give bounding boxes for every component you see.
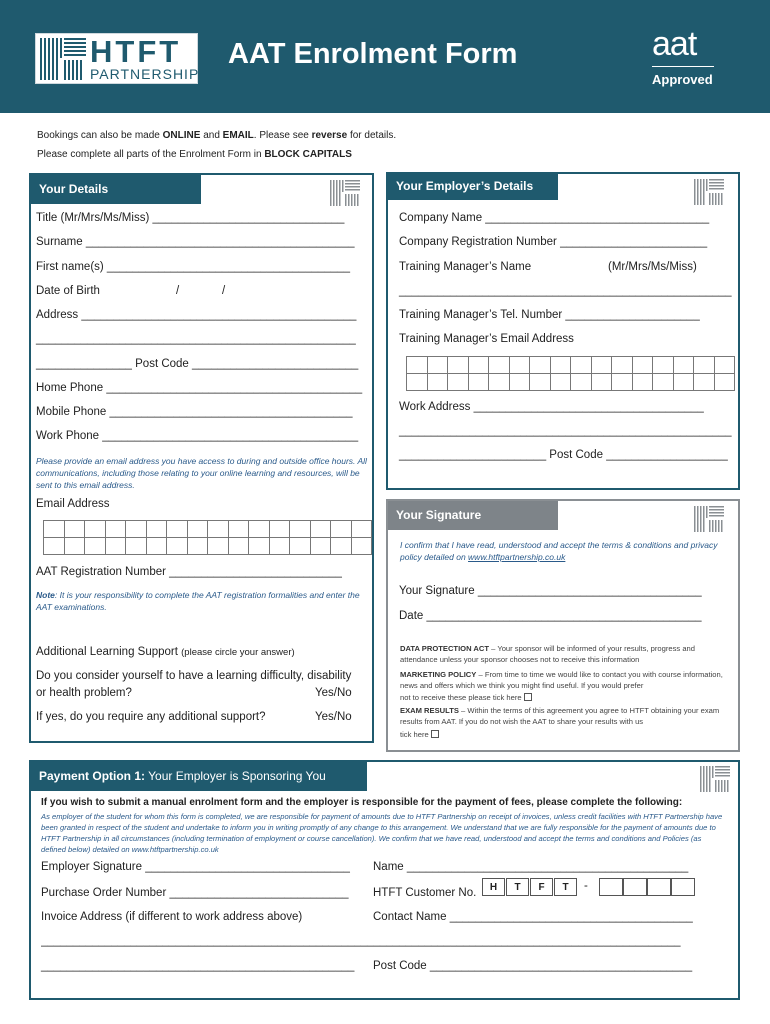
aat-registration-note: Note: It is your responsibility to complete the AAT registration formalities and enter the AAT examinations. bbox=[36, 590, 360, 612]
difficulty-question: Do you consider yourself to have a learning difficulty, disability bbox=[36, 670, 352, 682]
marketing-opt-out-checkbox[interactable] bbox=[524, 693, 532, 701]
stripes-icon bbox=[330, 180, 360, 206]
customer-number-box[interactable] bbox=[623, 878, 647, 896]
purchase-order-field[interactable]: Purchase Order Number ____________________________ bbox=[41, 887, 349, 899]
your-details-heading: Your Details bbox=[31, 175, 201, 204]
customer-code-letter: T bbox=[554, 878, 577, 896]
postcode-field[interactable]: _______________ Post Code __________________________ bbox=[36, 358, 359, 370]
exam-results-text: EXAM RESULTS – Within the terms of this agreement you agree to HTFT obtaining your exam results from AAT. If you do not wish the AAT to share your results with us bbox=[400, 706, 720, 726]
dob-separator: / bbox=[176, 285, 180, 297]
customer-code-letter: T bbox=[506, 878, 529, 896]
address-field[interactable]: Address ___________________________________________ bbox=[36, 309, 357, 321]
employer-details-heading: Your Employer’s Details bbox=[388, 174, 558, 200]
customer-code-letter: F bbox=[530, 878, 553, 896]
employer-name-field[interactable]: Name ____________________________________________ bbox=[373, 861, 689, 873]
stripes-icon bbox=[40, 38, 86, 80]
training-manager-email-label: Training Manager’s Email Address bbox=[399, 333, 574, 345]
payment-heading: Payment Option 1: Your Employer is Sponsoring You bbox=[31, 762, 367, 791]
company-name-field[interactable]: Company Name ___________________________________ bbox=[399, 212, 710, 224]
exam-tick-label: tick here bbox=[400, 729, 439, 740]
aat-registration-field[interactable]: AAT Registration Number ___________________________ bbox=[36, 566, 342, 578]
work-address-field[interactable]: Work Address ____________________________________ bbox=[399, 401, 704, 413]
invoice-address-line-1[interactable]: ____________________________________________________________________________________________________ bbox=[41, 935, 681, 947]
signature-heading: Your Signature bbox=[388, 501, 558, 530]
exam-results-opt-out-checkbox[interactable] bbox=[431, 730, 439, 738]
surname-field[interactable]: Surname __________________________________________ bbox=[36, 236, 355, 248]
training-manager-name-field[interactable]: ____________________________________________________ bbox=[399, 285, 732, 297]
training-manager-tel-field[interactable]: Training Manager’s Tel. Number _____________________ bbox=[399, 309, 700, 321]
customer-number-box[interactable] bbox=[599, 878, 623, 896]
logo-htft-text: HTFT bbox=[90, 34, 182, 69]
dob-label[interactable]: Date of Birth bbox=[36, 285, 100, 297]
payment-legal-text: As employer of the student for whom this form is completed, we are responsible for payment of amounts due to HTFT Partnership on receipt of invoices, unless credit facilities with HTFT Partnership have been granted in respect of the student and undertake to inform you in writing promptly of any change to this arrangement. We understand that we are fully responsible for the payment of amounts due to HTFT Partnership in all circumstances (including termination of employment or course cancellation). We confirm that we have read, understood and accept the terms and conditions and Policies (as defined below) detailed on www.htftpartnership.co.uk bbox=[41, 812, 723, 854]
customer-no-label: HTFT Customer No. bbox=[373, 887, 477, 899]
your-signature-field[interactable]: Your Signature ___________________________________ bbox=[399, 585, 702, 597]
first-names-field[interactable]: First name(s) ______________________________________ bbox=[36, 261, 350, 273]
aat-logo-divider bbox=[652, 66, 714, 67]
difficulty-question-line-2: or health problem? bbox=[36, 687, 132, 699]
address-line-2[interactable]: __________________________________________________ bbox=[36, 333, 356, 345]
contact-name-field[interactable]: Contact Name ______________________________________ bbox=[373, 911, 693, 923]
stripes-icon bbox=[694, 506, 724, 532]
intro-line-1: Bookings can also be made ONLINE and EMAIL. Please see reverse for details. bbox=[37, 130, 397, 141]
date-field[interactable]: Date ___________________________________________ bbox=[399, 610, 702, 622]
page-header bbox=[0, 0, 770, 113]
email-note: Please provide an email address you have access to during and outside office hours. All communications, including those relating to your online learning and resources, will be sent to this email address. bbox=[36, 456, 367, 490]
work-postcode-field[interactable]: _______________________ Post Code ___________________ bbox=[399, 449, 728, 461]
marketing-policy-text: MARKETING POLICY – From time to time we would like to contact you with course information, news and offers which we think you might find useful. If you would prefer bbox=[400, 670, 723, 690]
invoice-postcode-field[interactable]: Post Code _________________________________________ bbox=[373, 960, 693, 972]
mobile-phone-field[interactable]: Mobile Phone ______________________________________ bbox=[36, 406, 353, 418]
marketing-tick-label: not to receive these please tick here bbox=[400, 692, 532, 703]
aat-logo: aat bbox=[652, 25, 697, 63]
intro-line-2: Please complete all parts of the Enrolment Form in BLOCK CAPITALS bbox=[37, 149, 352, 160]
stripes-icon bbox=[694, 179, 724, 205]
customer-code-letter: H bbox=[482, 878, 505, 896]
support-answer[interactable]: Yes/No bbox=[315, 711, 352, 723]
support-question: If yes, do you require any additional support? bbox=[36, 711, 266, 723]
customer-number-box[interactable] bbox=[671, 878, 695, 896]
support-heading: Additional Learning Support (please circle your answer) bbox=[36, 646, 295, 658]
website-link[interactable]: www.htftpartnership.co.uk bbox=[468, 552, 566, 562]
aat-approved-text: Approved bbox=[652, 72, 713, 87]
page-title: AAT Enrolment Form bbox=[228, 38, 518, 70]
home-phone-field[interactable]: Home Phone ________________________________________ bbox=[36, 382, 363, 394]
htft-logo bbox=[35, 33, 198, 84]
company-reg-field[interactable]: Company Registration Number _______________________ bbox=[399, 236, 708, 248]
customer-number-box[interactable] bbox=[647, 878, 671, 896]
data-protection-text: DATA PROTECTION ACT – Your sponsor will be informed of your results, progress and attendance unless your sponsor chooses not to receive this information bbox=[400, 644, 695, 664]
email-grid[interactable] bbox=[43, 520, 372, 555]
invoice-address-label: Invoice Address (if different to work address above) bbox=[41, 911, 303, 923]
employer-signature-field[interactable]: Employer Signature ________________________________ bbox=[41, 861, 350, 873]
training-manager-email-grid[interactable] bbox=[406, 356, 735, 391]
training-manager-title-hint: (Mr/Mrs/Ms/Miss) bbox=[608, 261, 697, 273]
difficulty-answer[interactable]: Yes/No bbox=[315, 687, 352, 699]
customer-code-dash: - bbox=[584, 880, 588, 892]
logo-partnership-text: PARTNERSHIP bbox=[90, 66, 200, 82]
terms-confirmation: I confirm that I have read, understood and accept the terms & conditions and privacy policy detailed on www.htftpartnership.co.uk bbox=[400, 540, 718, 562]
dob-separator: / bbox=[222, 285, 226, 297]
training-manager-name-label: Training Manager’s Name bbox=[399, 261, 532, 273]
work-address-line-2[interactable]: ____________________________________________________ bbox=[399, 425, 732, 437]
invoice-address-line-2[interactable]: _________________________________________________ bbox=[41, 960, 355, 972]
work-phone-field[interactable]: Work Phone ________________________________________ bbox=[36, 430, 359, 442]
payment-instruction: If you wish to submit a manual enrolment form and the employer is responsible for the payment of fees, please complete the following: bbox=[41, 797, 683, 808]
email-label: Email Address bbox=[36, 498, 110, 510]
stripes-icon bbox=[700, 766, 730, 792]
title-field[interactable]: Title (Mr/Mrs/Ms/Miss) ______________________________ bbox=[36, 212, 345, 224]
